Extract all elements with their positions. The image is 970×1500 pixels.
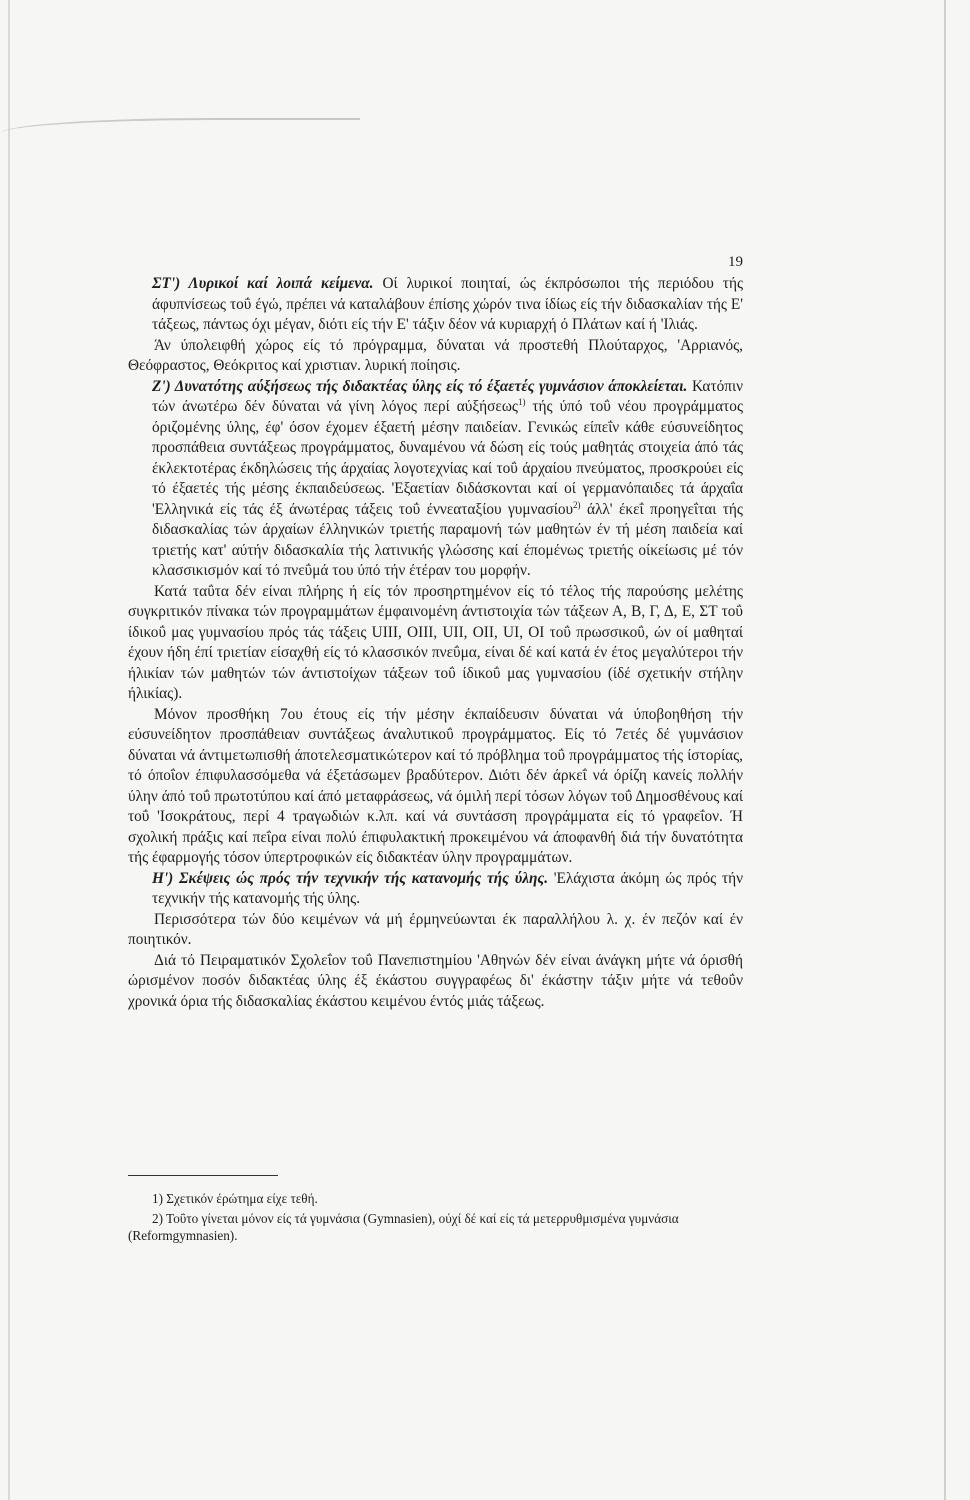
footnote-ref-2[interactable]: 2) bbox=[573, 499, 581, 510]
paragraph-monon: Μόνον προσθήκη 7ου έτους είς τήν μέσην έκπαίδευσιν δύναται νά ύποβοηθήση τήν εύσυνείδητον προσπάθειαν συντάξεως άναλυτικοΰ προγράμματος. Είς τό 7ετές δέ γυμνάσιον δύναται νά άντιμετωπισθή άποτελεσματικώτερον καί τό πρόβλημα τοΰ προγράμματος τής ίστορίας, τό όποΐον έπιφυλασσόμεθα νά έξετάσωμεν βραδύτερον. Διότι δέν άρκεΐ νά όρίζη κανείς πολλήν ύλην άπό τοΰ πρωτοτύπου καί άπό μεταφράσεως, νά όμιλή περί τόσων λόγων τοΰ Δημοσθένους καί τοΰ 'Ισοκράτους, περί 4 τραγωδιών κ.λπ. καί νά συντάσση προγράμματα είς τό γραφεΐον. Ή σχολική πράξις καί πεΐρα είναι πολύ έπιφυλακτική προκειμένου νά άποφανθή διά τήν δυνατότητα τής έφαρμογής τόσον ύπερτροφικών είς διδακτέαν ύλην προγραμμάτων. bbox=[128, 705, 743, 866]
paragraph-dia: Διά τό Πειραματικόν Σχολεΐον τοΰ Πανεπιστημίου 'Αθηνών δέν είναι άνάγκη μήτε νά όρισθή ώρισμένον ποσόν διδακτέας ύλης έξ έκάστου συγγραφέως δι' έκάστην τάξιν μήτε νά τεθοΰν χρονικά όρια τής διδασκαλίας έκάστου κειμένου έντός μιάς τάξεως. bbox=[128, 951, 743, 1010]
body-text bbox=[128, 274, 743, 1012]
section-z-text-b: τής ύπό τοΰ νέου προγράμματος όριζομένης ύλης, έφ' όσον έχομεν έξαετή μέσην παιδείαν. Γενικώς είπεΐν κάθε εύσυνείδητος προσπάθεια συντάξεως προγράμματος, δυναμένου νά δώση είς τούς μαθητάς στοιχεία άπό τάς έκλεκτοτέρας έκδηλώσεις τής άρχαίας λογοτεχνίας καί τοΰ άρχαίου πνεύματος, προσκρούει είς τό έξαετές τής μέσης έκπαιδεύσεως. 'Εξαετίαν διδάσκονται καί οί γερμανόπαιδες τά άρχαΐα 'Ελληνικά είς τάς έξ άνωτέρας τάξεις τοΰ έννεαταξίου γυμνασίου bbox=[152, 398, 743, 518]
section-z-paragraph bbox=[128, 377, 743, 582]
section-h-paragraph bbox=[128, 869, 743, 910]
section-z-heading: Ζ') Δυνατότης αύξήσεως τής διδακτέας ύλης είς τό έξαετές γυμνάσιον άποκλείεται. bbox=[152, 377, 688, 395]
scan-right-edge bbox=[944, 0, 946, 1500]
section-st-paragraph bbox=[128, 274, 743, 336]
scan-fold-shadow bbox=[0, 118, 360, 144]
section-st-text: Οί λυρικοί ποιηταί, ώς έκπρόσωποι τής περιόδου τής άφυπνίσεως τοΰ έγώ, πρέπει νά καταλάβουν έπίσης χώρόν τινα ίδίως είς τήν διδασκαλίαν τής Ε' τάξεως, πάντως όχι μέγαν, διότι είς τήν Ε' τάξιν δέον νά κυριαρχή ό Πλάτων καί ή 'Ιλιάς. bbox=[152, 275, 744, 333]
document-page bbox=[128, 230, 743, 1480]
section-st-heading: ΣΤ') Λυρικοί καί λοιπά κείμενα. bbox=[152, 275, 374, 292]
paragraph-kata-tauta: Κατά ταΰτα δέν είναι πλήρης ή είς τόν προσηρτημένον είς τό τέλος τής παρούσης μελέτης συγκριτικόν πίνακα τών προγραμμάτων έμφαινομένη άντιστοιχία τών τάξεων Α, Β, Γ, Δ, Ε, ΣΤ τοΰ ίδικοΰ μας γυμνασίου πρός τάς τάξεις UIII, OIII, UII, OII, UI, OI τοΰ πρωσσικοΰ, ών οί μαθηταί έχουν ήδη έπί τριετίαν είσαχθή είς τό κλασσικόν πνεΰμα, είναι δέ καί κατά έν έτος μεγαλύτεροι τήν ήλικίαν τών μαθητών τών άντιστοίχων τάξεων τοΰ ίδικοΰ μας γυμνασίου (ίδέ σχετικήν στήλην ήλικίας). bbox=[128, 582, 743, 702]
footnotes bbox=[128, 1175, 743, 1247]
scan-left-edge bbox=[8, 0, 10, 1500]
footnote-divider bbox=[128, 1175, 278, 1176]
footnote-ref-1[interactable]: 1) bbox=[517, 396, 526, 407]
footnote-1: 1) Σχετικόν έρώτημα είχε τεθή. bbox=[152, 1191, 318, 1206]
section-z-text-c: άλλ' έκεΐ προηγεΐται τής διδασκαλίας τών άρχαίων έλληνικών τριετής παραμονή τών μαθητών έν τή μέση παιδεία καί τριετής κατ' αύτήν διδασκαλία τής λατινικής γλώσσης καί έπομένως τριετής οίκείωσις μέ τόν κλασσικισμόν καί τό πνεΰμά του ύπό τήν έτέραν του μορφήν. bbox=[152, 500, 743, 579]
paragraph-perissotera: Περισσότερα τών δύο κειμένων νά μή έρμηνεύωνται έκ παραλλήλου λ. χ. έν πεζόν καί έν ποιητικόν. bbox=[128, 910, 743, 948]
footnote-2: 2) Τοΰτο γίνεται μόνον είς τά γυμνάσια (Gymnasien), ούχί δέ καί είς τά μετερρυθμισμένα γυμνάσια (Reformgymnasien). bbox=[128, 1210, 679, 1243]
page-number: 19 bbox=[728, 254, 743, 270]
section-h-text: 'Ελάχιστα άκόμη ώς πρός τήν τεχνικήν τής κατανομής τής ύλης. bbox=[152, 869, 744, 907]
section-h-heading: Η') Σκέψεις ώς πρός τήν τεχνικήν τής κατανομής τής ύλης. bbox=[152, 869, 549, 887]
section-z-text-a: Κατόπιν τών άνωτέρω δέν δύναται νά γίνη λόγος περί αύξήσεως bbox=[152, 377, 743, 415]
paragraph-plutarch: Άν ύπολειφθή χώρος είς τό πρόγραμμα, δύναται νά προστεθή Πλούταρχος, 'Αρριανός, Θεόφραστος, Θεόκριτος καί χριστιαν. λυρική ποίησις. bbox=[128, 336, 743, 374]
